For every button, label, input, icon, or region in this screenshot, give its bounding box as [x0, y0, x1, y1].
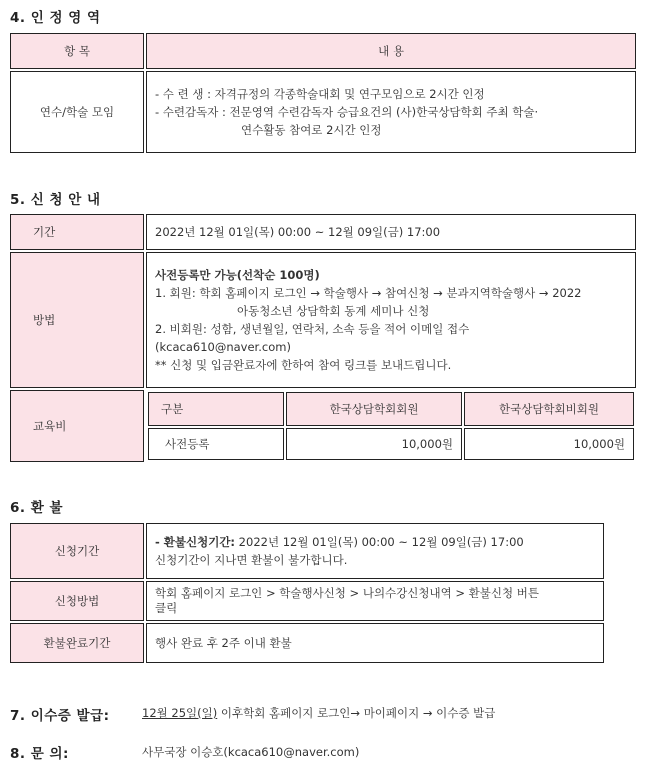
- period-label: 기간: [10, 214, 144, 250]
- refund-method-line: 클릭: [155, 601, 178, 615]
- refund-period-bold: - 환불신청기간:: [155, 535, 236, 549]
- content-line: - 수 련 생 : 자격규정의 각종학술대회 및 연구모임으로 2시간 인정: [155, 87, 485, 101]
- section-4-title: 4. 인 정 영 역: [10, 10, 101, 26]
- method-line: (kcaca610@naver.com): [155, 340, 291, 354]
- section-6-title: 6. 환 불: [10, 500, 64, 516]
- fee-label: 교육비: [10, 390, 144, 462]
- fee-table-wrap: [146, 390, 636, 462]
- section-5-title: 5. 신 청 안 내: [10, 192, 101, 208]
- method-label: 방법: [10, 252, 144, 388]
- fee-row-type: 사전등록: [148, 428, 284, 460]
- refund-done-label: 환불완료기간: [10, 623, 144, 663]
- certificate-date: 12월 25일(일): [142, 706, 218, 720]
- fee-header-type: 구분: [148, 392, 284, 426]
- refund-method-line: 학회 홈페이지 로그인 > 학술행사신청 > 나의수강신청내역 > 환불신청 버튼: [155, 586, 539, 600]
- fee-row-member: 10,000원: [286, 428, 462, 460]
- recognition-table: [8, 31, 638, 155]
- contact-info: 사무국장 이승호(kcaca610@naver.com): [142, 745, 360, 759]
- application-table: [8, 212, 638, 464]
- section-7-title: 7. 이수증 발급:: [10, 708, 110, 724]
- refund-method-content: [146, 581, 604, 621]
- refund-method-label: 신청방법: [10, 581, 144, 621]
- method-line: 1. 회원: 학회 홈페이지 로그인 → 학술행사 → 참여신청 → 분과지역학술행사 → 2022: [155, 286, 582, 300]
- fee-table: [146, 390, 636, 462]
- header-item: 항 목: [10, 33, 144, 69]
- refund-period-note: 신청기간이 지나면 환불이 불가합니다.: [155, 553, 348, 567]
- refund-period-line: [155, 533, 595, 551]
- method-line: 2. 비회원: 성함, 생년월일, 연락처, 소속 등을 적어 이메일 접수: [155, 322, 470, 336]
- row-label: 연수/학술 모임: [10, 71, 144, 153]
- header-content: 내 용: [146, 33, 636, 69]
- certificate-info: [142, 705, 495, 721]
- fee-row-nonmember: 10,000원: [464, 428, 634, 460]
- certificate-rest: 이후학회 홈페이지 로그인→ 마이페이지 → 이수증 발급: [217, 706, 496, 720]
- refund-period-value: 2022년 12월 01일(목) 00:00 ~ 12월 09일(금) 17:00: [235, 535, 524, 549]
- period-value: 2022년 12월 01일(목) 00:00 ~ 12월 09일(금) 17:00: [146, 214, 636, 250]
- method-line: 아동청소년 상담학회 동계 세미나 신청: [237, 304, 430, 318]
- content-line: - 수련감독자 : 전문영역 수련감독자 승급요건의 (사)한국상담학회 주최 학술·: [155, 105, 539, 119]
- row-content: [146, 71, 636, 153]
- refund-done-value: 행사 완료 후 2주 이내 환불: [146, 623, 604, 663]
- fee-header-nonmember: 한국상담학회비회원: [464, 392, 634, 426]
- method-line: 사전등록만 가능(선착순 100명): [155, 268, 320, 282]
- method-content: [146, 252, 636, 388]
- refund-table: [8, 521, 606, 665]
- fee-header-member: 한국상담학회회원: [286, 392, 462, 426]
- refund-period-content: [146, 523, 604, 579]
- section-8-title: 8. 문 의:: [10, 746, 69, 762]
- refund-period-label: 신청기간: [10, 523, 144, 579]
- content-line: 연수활동 참여로 2시간 인정: [241, 123, 382, 137]
- method-line: ** 신청 및 입금완료자에 한하여 참여 링크를 보내드립니다.: [155, 358, 452, 372]
